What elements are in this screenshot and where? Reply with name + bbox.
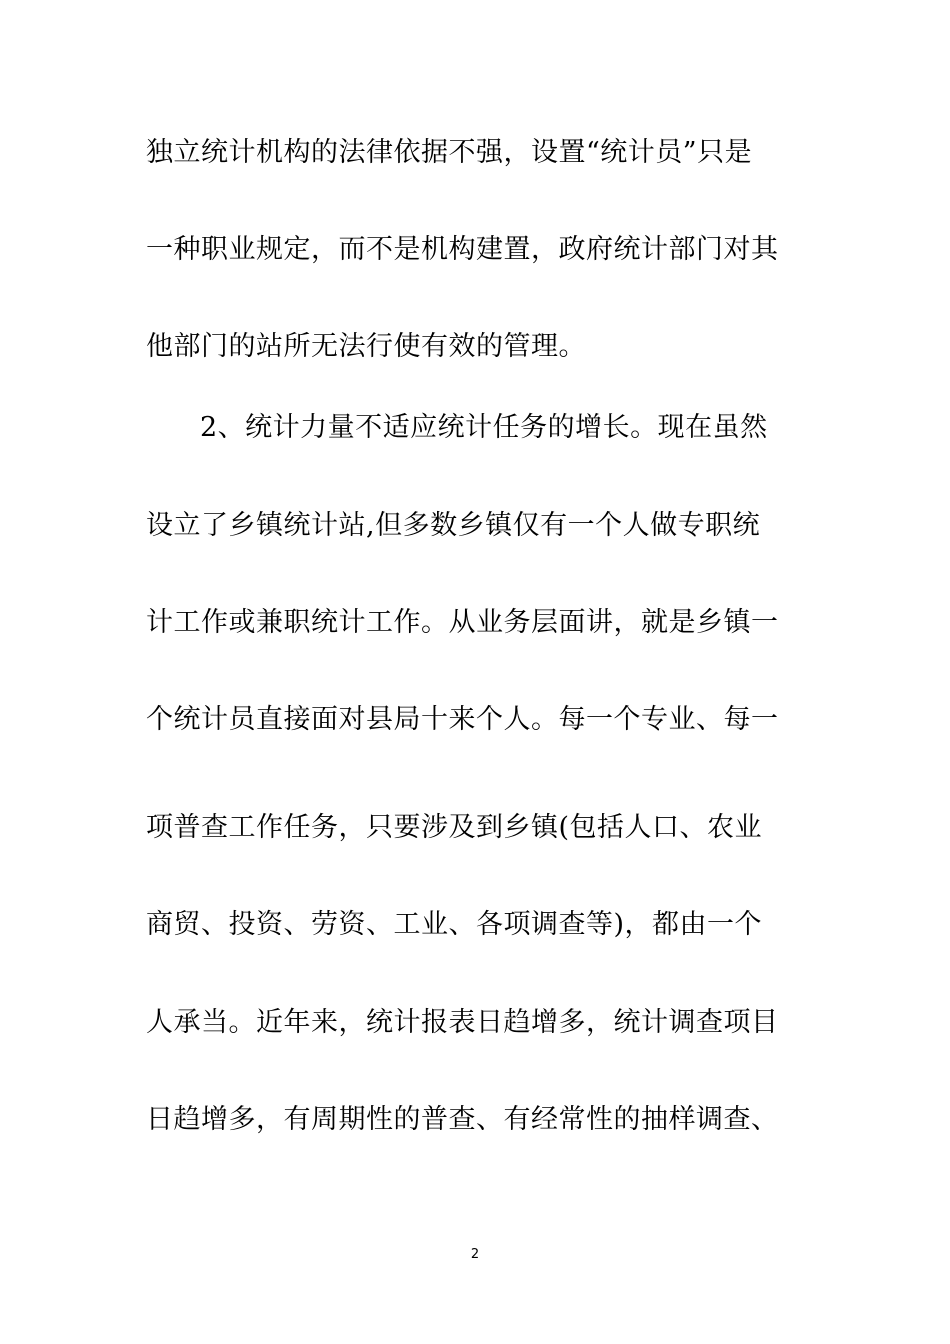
paragraph-line-10: 人承当。近年来，统计报表日趋增多，统计调查项目 (146, 1007, 779, 1038)
paragraph-line-2: 一种职业规定，而不是机构建置，政府统计部门对其 (146, 234, 779, 265)
page-number: 2 (470, 1247, 480, 1262)
paragraph-line-1: 独立统计机构的法律依据不强，设置“统计员”只是 (146, 137, 753, 168)
paragraph-line-4: 2、统计力量不适应统计任务的增长。现在虽然 (200, 412, 768, 443)
paragraph-line-7: 个统计员直接面对县局十来个人。每一个专业、每一 (146, 704, 779, 735)
paragraph-line-9: 商贸、投资、劳资、工业、各项调查等)，都由一个 (146, 909, 763, 940)
paragraph-line-6: 计工作或兼职统计工作。从业务层面讲，就是乡镇一 (146, 607, 779, 638)
paragraph-line-3: 他部门的站所无法行使有效的管理。 (146, 331, 586, 362)
paragraph-line-11: 日趋增多，有周期性的普查、有经常性的抽样调查、 (146, 1104, 779, 1135)
paragraph-line-5: 设立了乡镇统计站,但多数乡镇仅有一个人做专职统 (146, 510, 761, 541)
paragraph-line-8: 项普查工作任务，只要涉及到乡镇(包括人口、农业 (146, 812, 763, 843)
